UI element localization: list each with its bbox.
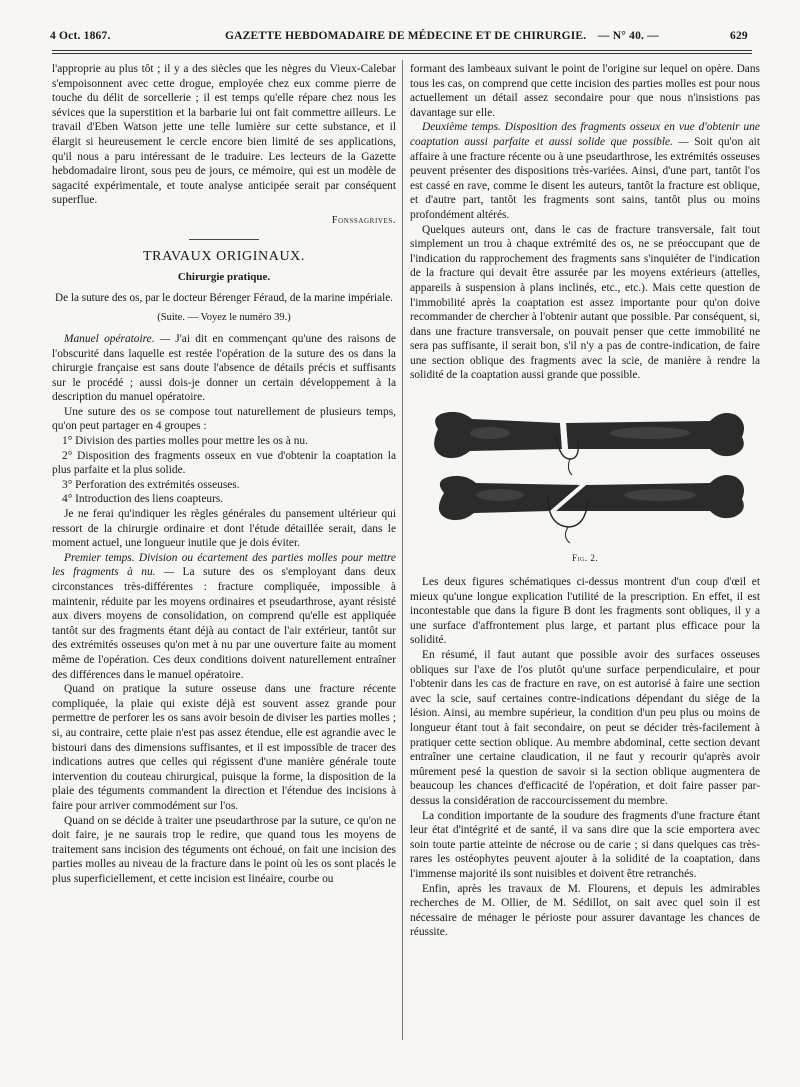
- article-title: De la suture des os, par le docteur Bérenger Féraud, de la marine impériale.: [55, 291, 393, 304]
- manual-paragraph: [52, 332, 396, 405]
- first-step-text: La suture des os s'employant dans deux circonstances très-différentes : fracture compliquée, impossible à maintenir, réduite par les moyens ordinaires et pseudarthrose, ayant résisté aux divers moyens de consolidation, on comprend qu'elle est appliquée tantôt sur des fragments étant déjà au contact de l'air extérieur, tantôt sur des extrémités osseuses qu'on met à nu par une ouverture faite au moment même de l'opération. Ces deux conditions doivent naturellement entraîner des différences dans le manuel opératoire.: [52, 566, 397, 681]
- section-separator: [189, 239, 259, 240]
- bone-suture-figure: [410, 389, 760, 569]
- second-step-paragraph: [410, 120, 760, 222]
- continued-paragraph: formant des lambeaux suivant le point de l'origine sur lequel on opère. Dans tous les cas, on comprend que cette incision des parties molles est pour nous actuellement un détail assez secondaire pour que nous n'insistions pas davantage sur elle.: [410, 63, 760, 119]
- intro-paragraph: l'approprie au plus tôt ; il y a des siècles que les nègres du Vieux-Calebar s'empoisonnent avec cette drogue, employée chez eux comme pierre de touche du délit de sorcellerie ; il est temps qu'elle répare chez nous les sévices que la superstition et la barbarie lui ont fait commettre ailleurs. Le travail d'Eben Watson jette une telle lumière sur cette substance, et il élargit si heureusement le cercle encore bien limité de ses applications, qu'il nous a paru intéressant de le traduire. Les lecteurs de la Gazette hebdomadaire liront, sous peu de jours, ce mémoire, qui est un modèle de sagacité expérimentale, et toute analyse anticipée serait par conséquent superflue.: [52, 63, 396, 207]
- running-header: [50, 30, 750, 48]
- left-column: [52, 62, 396, 1072]
- pseudarthrosis-paragraph: Quand on se décide à traiter une pseudarthrose par la suture, ce qu'on ne doit faire, je ne saurais trop le redire, que quand tous les moyens de traitement sans incision des téguments ont échoué, on fait une incision des parties molles au niveau de la fracture dans le point où les os sont placés le plus superficiellement, et cette incision est linéaire, courbe ou: [52, 814, 396, 885]
- manual-lead: Manuel opératoire. —: [64, 332, 170, 345]
- header-rule: [52, 50, 752, 54]
- right-column: [410, 62, 760, 1072]
- manual-text: J'ai dit en commençant qu'une des raisons de l'obscurité dans laquelle est restée l'opération de la suture des os dans la chirurgie française est sans doute l'absence de détails précis et suffisants sur le procédé ; aussi dois-je donner un certain développement à la description du manuel opératoire.: [52, 332, 396, 404]
- recent-fracture-paragraph: Quand on pratique la suture osseuse dans une fracture récente compliquée, la plaie qui existe déjà est souvent assez grande pour permettre de perforer les os sans avoir besoin de diviser les parties molles ; si, au contraire, cette plaie n'est pas assez étendue, elle est agrandie avec le bistouri dans des dimensions suffisantes, et il est impossible de tracer des indications autres que celles qui régissent d'une manière générale toute intervention du couteau chirurgical, puisque la forme, la disposition de la plaie des téguments commandent la direction et l'étendue des incisions à faire pour arriver commodément sur l'os.: [52, 683, 396, 812]
- figure-caption: Fig. 2.: [572, 553, 599, 564]
- summary-paragraph: En résumé, il faut autant que possible avoir des surfaces osseuses obliques sur l'axe de l'os plutôt qu'une surface perpendiculaire, et pour l'obtenir dans les cas de fracture en rave, on est autorisé à faire une section avec la scie, sauf certaines contre-indications dépendant du siége de la lésion. Ainsi, au membre supérieur, la condition d'un peu plus ou moins de longueur étant tout à fait secondaire, on peut se décider très-facilement à pratiquer cette section oblique. Au membre abdominal, cette section devant entraîner une certaine claudication, il ne faut y recourir qu'après avoir mûrement pesé la question de savoir si la section oblique augmentera de beaucoup les chances d'efficacité de l'opération, et doit faire passer par-dessus la considération de raccourcissement du membre.: [410, 649, 760, 807]
- bone-b-oblique: [439, 475, 744, 543]
- integrity-paragraph: La condition importante de la soudure des fragments d'une fracture étant leur état d'intégrité et de santé, il va sans dire que la scie emportera avec soin toute partie atteinte de nécrose ou de carie ; si dans quelques cas très-rares les ostéophytes peuvent ajouter à la solidité de la coaptation, dans l'immense majorité ils sont nuisibles et doivent être retranchés.: [410, 809, 760, 880]
- step-item: 4° Introduction des liens coapteurs.: [62, 493, 224, 506]
- second-step-lead: Deuxième temps. Disposition des fragments osseux en vue d'obtenir une coaptation aussi parfaite et aussi solide que possible. —: [410, 121, 760, 148]
- continuation-note: (Suite. — Voyez le numéro 39.): [157, 312, 291, 324]
- steps-list: [52, 434, 396, 507]
- periosteum-paragraph: Enfin, après les travaux de M. Flourens, et depuis les admirables recherches de M. Ollier, de M. Sédillot, on sait avec quel soin il est nécessaire de ménager le périoste pour assurer davantage les chances de réussite.: [410, 882, 760, 939]
- step-item: 1° Division des parties molles pour mettre les os à nu.: [62, 435, 308, 448]
- header-page-number: 629: [730, 30, 748, 42]
- author-signature: Fonssagrives.: [331, 214, 396, 226]
- header-journal-title: GAZETTE HEBDOMADAIRE DE MÉDECINE ET DE CHIRURGIE.: [225, 30, 587, 42]
- column-divider: [402, 60, 403, 1040]
- step-item: 2° Disposition des fragments osseux en vue d'obtenir la coaptation la plus parfaite et la plus solide.: [52, 449, 396, 477]
- bone-illustration: [410, 389, 760, 569]
- step-item: 3° Perforation des extrémités osseuses.: [62, 478, 240, 491]
- steps-intro: Une suture des os se compose tout naturellement de plusieurs temps, qu'on peut partager en 4 groupes :: [52, 405, 396, 433]
- section-title: TRAVAUX ORIGINAUX.: [143, 248, 305, 264]
- header-date: 4 Oct. 1867.: [50, 30, 111, 42]
- first-step-paragraph: [52, 551, 396, 682]
- transverse-fracture-paragraph: Quelques auteurs ont, dans le cas de fracture transversale, fait tout simplement un trou à chaque extrémité des os, ne se préoccupant que de l'indication du rapprochement des fragments sans s'inquiéter de l'indication de la fracture qui devait être assurée par les moyens extérieurs (attelles, appareils à suspension à plans inclinés, etc., etc.). Mais cette question de l'immobilité après la coaptation est assez importante pour qu'on doive recommander de chercher à l'obtenir autant que possible. Par conséquent, si, dans une fracture transversale, on pouvait penser que cette immobilité ne sera pas suffisante, il serait bon, s'il n'y a pas de contre-indication, de faire une section oblique des fragments avec la scie, de manière à rendre la solidité de la coaptation aussi grande que possible.: [410, 223, 760, 382]
- second-step-text: Soit qu'on ait affaire à une fracture récente ou à une pseudarthrose, les extrémités osseuses peuvent présenter des dispositions très-variées. Ainsi, d'une part, tantôt l'os est cassé en rave, comme le disent les auteurs, tantôt la fracture est oblique, et d'autre part, tantôt les fragments sont sains, tantôt plus ou moins profondément altérés.: [410, 135, 761, 221]
- figure-explanation-paragraph: Les deux figures schématiques ci-dessus montrent d'un coup d'œil et mieux qu'une longue explication l'utilité de la prescription. En effet, il est incontestable que dans la figure B dont les fragments sont obliques, il y a une surface d'affrontement plus large, et partant plus efficace pour la solidité.: [410, 576, 760, 647]
- header-issue-number: — N° 40. —: [598, 30, 659, 42]
- first-step-lead: Premier temps. Division ou écartement des parties molles pour mettre les fragments à nu. —: [52, 551, 396, 579]
- subsection-title: Chirurgie pratique.: [177, 271, 271, 284]
- bone-a-transverse: [434, 412, 744, 475]
- dressing-paragraph: Je ne ferai qu'indiquer les règles générales du pansement ultérieur qui ressort de la chirurgie ordinaire et dont l'étude détaillée serait, dans le moment actuel, une longueur inutile que je dois éviter.: [52, 508, 396, 550]
